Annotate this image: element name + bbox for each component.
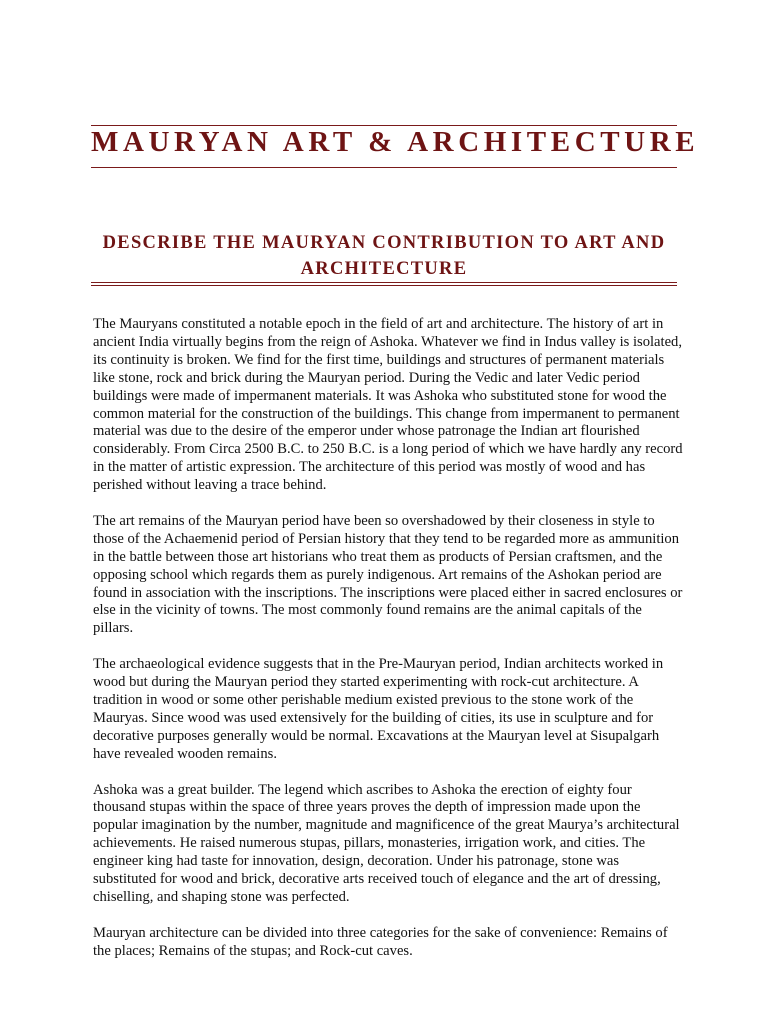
question-heading: DESCRIBE THE MAURYAN CONTRIBUTION TO ART AND ARCHITECTURE <box>102 233 666 279</box>
paragraph: The art remains of the Mauryan period have been so overshadowed by their closeness in style to those of the Achaemenid period of Persian history that they tend to be regarded more as ammunition in the battle between those art historians who treat them as products of Persian craftsmen, and the opposing school which regards them as purely indigenous. Art remains of the Ashokan period are found in association with the inscriptions. The inscriptions were placed either in sacred enclosures or else in the vicinity of towns. The most commonly found remains are the animal capitals of the pillars. <box>93 512 683 637</box>
paragraph: Mauryan architecture can be divided into three categories for the sake of convenience: Remains of the places; Remains of the stupas; and Rock-cut caves. <box>93 924 668 959</box>
paragraph: The Mauryans constituted a notable epoch in the field of art and architecture. The history of art in ancient India virtually begins from the reign of Ashoka. Whatever we find in Indus valley is isolated, its continuity is broken. We find for the first time, buildings and structures of permanent materials like stone, rock and brick during the Mauryan period. During the Vedic and later Vedic period buildings were made of impermanent materials. It was Ashoka who substituted stone for wood the common material for the construction of the buildings. This change from impermanent to permanent material was due to the desire of the emperor under whose patronage the Indian art flourished considerably. From Circa 2500 B.C. to 250 B.C. is a long period of which we have hardly any record in the matter of artistic expression. The architecture of this period was mostly of wood and has perished without leaving a trace behind. <box>93 316 683 494</box>
body-text <box>93 316 683 978</box>
subtitle-rule-1 <box>91 282 677 283</box>
page-title: MAURYAN ART & ARCHITECTURE <box>91 126 700 158</box>
title-bottom-rule <box>91 167 677 168</box>
subtitle-rule-2 <box>91 285 677 286</box>
paragraph: The archaeological evidence suggests that in the Pre-Mauryan period, Indian architects worked in wood but during the Mauryan period they started experimenting with rock-cut architecture. A tradition in wood or some other perishable medium existed previous to the stone work of the Mauryas. Since wood was used extensively for the building of cities, its use in sculpture and for decorative purposes generally would be normal. Excavations at the Mauryan level at Sisupalgarh have revealed wooden remains. <box>93 656 664 762</box>
paragraph: Ashoka was a great builder. The legend which ascribes to Ashoka the erection of eighty four thousand stupas within the space of three years proves the depth of impression made upon the popular imagination by the number, magnitude and magnificence of the great Maurya’s architectural achievements. He raised numerous stupas, pillars, monasteries, irrigation work, and cities. The engineer king had taste for innovation, design, decoration. Under his patronage, stone was substituted for wood and brick, decorative arts received touch of elegance and the art of dressing, chiselling, and shaping stone was perfected. <box>93 781 680 905</box>
